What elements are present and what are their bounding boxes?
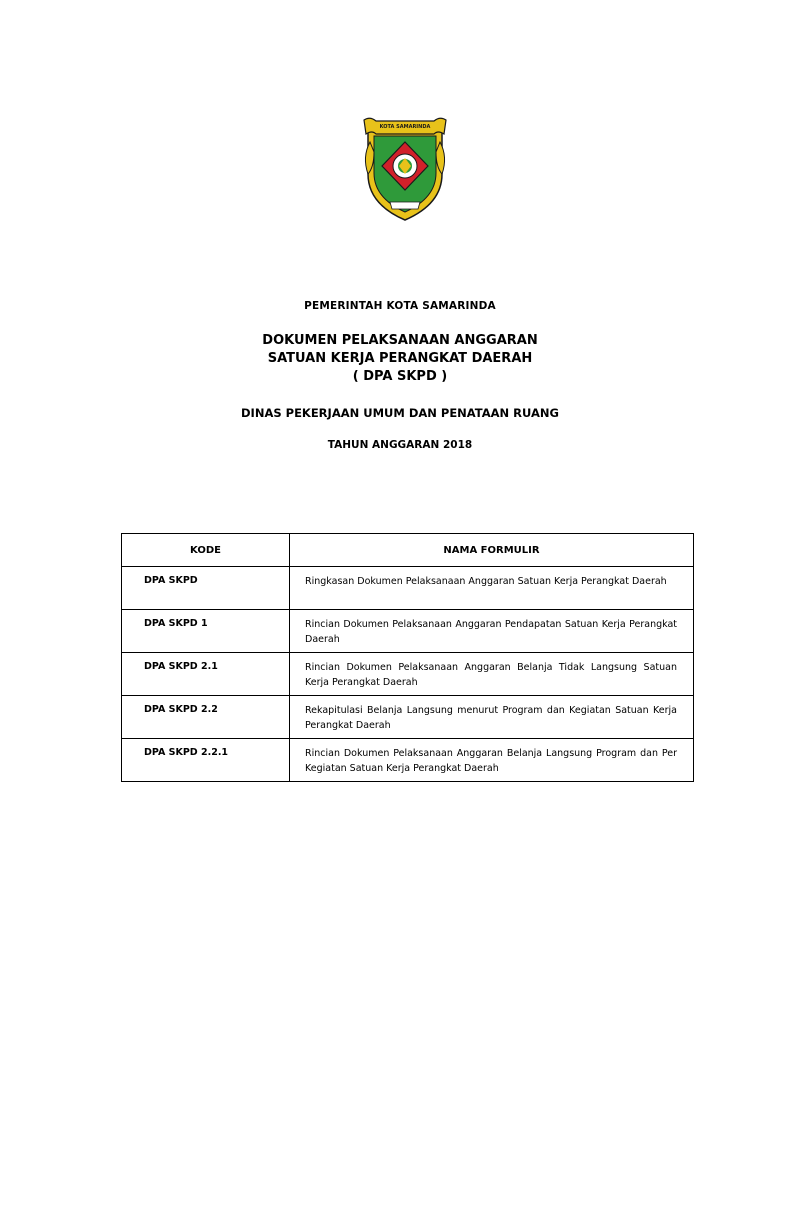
table-header-row xyxy=(122,534,694,567)
form-name: Ringkasan Dokumen Pelaksanaan Anggaran Satuan Kerja Perangkat Daerah xyxy=(290,567,694,610)
kota-samarinda-emblem-icon xyxy=(360,112,450,224)
form-name: Rekapitulasi Belanja Langsung menurut Program dan Kegiatan Satuan Kerja Perangkat Daerah xyxy=(290,696,694,739)
government-name: PEMERINTAH KOTA SAMARINDA xyxy=(304,300,496,312)
document-title-line: ( DPA SKPD ) xyxy=(352,369,448,384)
form-name: Rincian Dokumen Pelaksanaan Anggaran Pendapatan Satuan Kerja Perangkat Daerah xyxy=(290,610,694,653)
form-code: DPA SKPD 2.2 xyxy=(122,696,290,739)
table-row xyxy=(122,610,694,653)
form-name: Rincian Dokumen Pelaksanaan Anggaran Belanja Langsung Program dan Per Kegiatan Satuan Kerja Perangkat Daerah xyxy=(290,739,694,782)
table-row xyxy=(122,696,694,739)
table-row xyxy=(122,739,694,782)
document-title xyxy=(0,332,800,386)
forms-table xyxy=(121,533,694,782)
form-code: DPA SKPD xyxy=(122,567,290,610)
form-code: DPA SKPD 2.2.1 xyxy=(122,739,290,782)
form-name: Rincian Dokumen Pelaksanaan Anggaran Belanja Tidak Langsung Satuan Kerja Perangkat Daerah xyxy=(290,653,694,696)
table-row xyxy=(122,653,694,696)
column-header-nama: NAMA FORMULIR xyxy=(290,534,694,567)
column-header-kode: KODE xyxy=(122,534,290,567)
document-title-line: SATUAN KERJA PERANGKAT DAERAH xyxy=(267,351,533,366)
department-name: DINAS PEKERJAAN UMUM DAN PENATAAN RUANG xyxy=(241,406,559,420)
form-code: DPA SKPD 2.1 xyxy=(122,653,290,696)
table-row xyxy=(122,567,694,610)
fiscal-year: TAHUN ANGGARAN 2018 xyxy=(327,439,473,451)
form-code: DPA SKPD 1 xyxy=(122,610,290,653)
logo-banner-text: KOTA SAMARINDA xyxy=(379,124,431,130)
document-title-line: DOKUMEN PELAKSANAAN ANGGARAN xyxy=(262,333,538,348)
